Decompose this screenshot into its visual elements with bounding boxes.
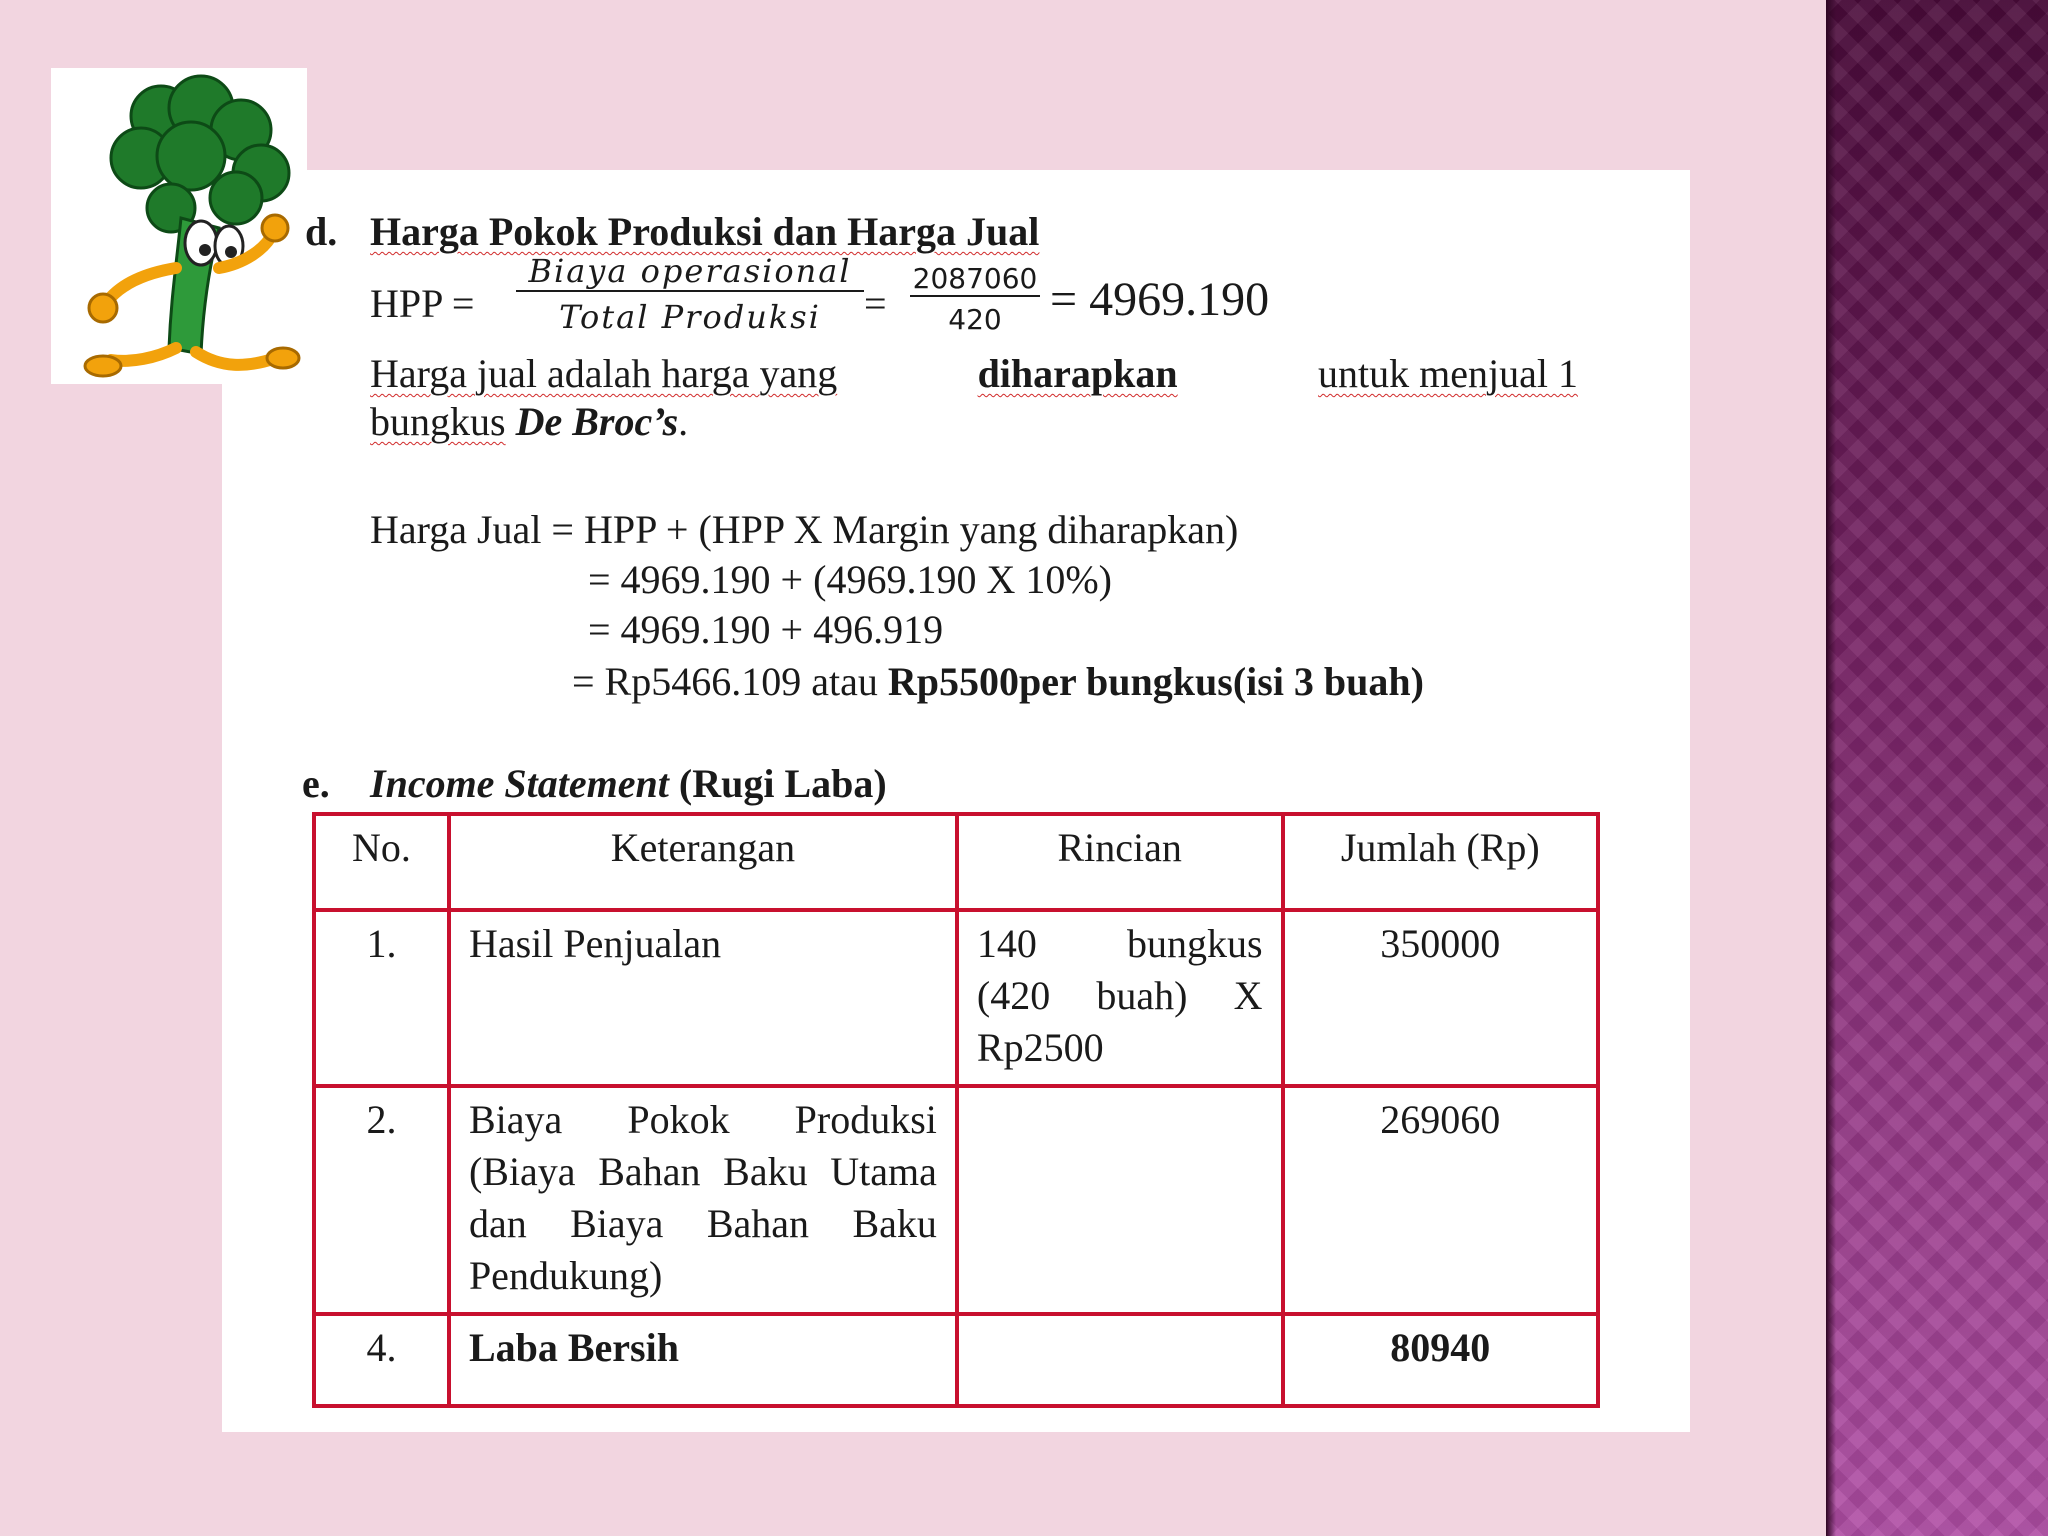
section-e-title [370,760,887,807]
row-keterangan: Laba Bersih [449,1314,957,1406]
brand-name: De Broc’s [515,399,679,444]
broccoli-mascot-icon [51,68,307,384]
income-statement-table [312,812,1600,1408]
formula-line-4-prefix: = Rp5466.109 atau [572,659,878,704]
header-no: No. [314,814,449,910]
formula-line-2: = 4969.190 + (4969.190 X 10%) [588,557,1112,602]
desc-part1: Harga jual adalah harga yang [370,351,838,396]
row-jumlah: 269060 [1283,1086,1598,1314]
fraction-denominator: Total Produksi [559,298,821,336]
formula-line-1: Harga Jual = HPP + (HPP X Margin yang diharapkan) [370,507,1239,552]
row-keterangan: Hasil Penjualan [449,910,957,1086]
hpp-label: HPP = [370,281,475,326]
desc-bold: diharapkan [977,351,1178,396]
row-keterangan: Biaya Pokok Produksi (Biaya Bahan Baku Utama dan Biaya Bahan Baku Pendukung) [449,1086,957,1314]
fraction-value-numerator: 2087060 [912,262,1038,295]
row-no: 1. [314,910,449,1086]
row-jumlah: 80940 [1283,1314,1598,1406]
row-rincian: 140 bungkus (420 buah) X Rp2500 [957,910,1283,1086]
fraction-value-bar [910,295,1040,297]
header-keterangan: Keterangan [449,814,957,910]
header-jumlah: Jumlah (Rp) [1283,814,1598,910]
section-d-title: Harga Pokok Produksi dan Harga Jual [370,209,1040,254]
desc-part2: untuk menjual 1 [1318,351,1578,396]
desc-line2-start: bungkus [370,399,506,444]
desc-line2-end: . [678,399,689,444]
table-row [314,1314,1598,1406]
row-no: 4. [314,1314,449,1406]
selling-price-description [370,350,1578,397]
section-e-title-rest: (Rugi Laba) [678,761,887,806]
row-jumlah: 350000 [1283,910,1598,1086]
section-e-title-italic: Income Statement [370,761,669,806]
fraction-numerator: Biaya operasional [528,252,852,290]
table-row [314,910,1598,1086]
fraction-bar [516,290,864,292]
hpp-equals: = [864,281,887,326]
row-rincian [957,1086,1283,1314]
section-d-letter: d. [305,209,338,254]
formula-line-3: = 4969.190 + 496.919 [588,607,944,652]
header-rincian: Rincian [957,814,1283,910]
hpp-fraction-values [910,262,1040,336]
hpp-result: = 4969.190 [1050,273,1270,326]
selling-price-description-line2 [370,398,688,445]
table-header-row [314,814,1598,910]
decorative-side-band [1826,0,2048,1536]
row-rincian [957,1314,1283,1406]
table-row [314,1086,1598,1314]
formula-line-4 [572,658,1424,705]
formula-line-4-bold: Rp5500per bungkus(isi 3 buah) [887,659,1424,704]
section-e-letter: e. [302,761,330,806]
fraction-value-denominator: 420 [948,303,1002,336]
row-no: 2. [314,1086,449,1314]
hpp-fraction-operational [516,252,864,336]
